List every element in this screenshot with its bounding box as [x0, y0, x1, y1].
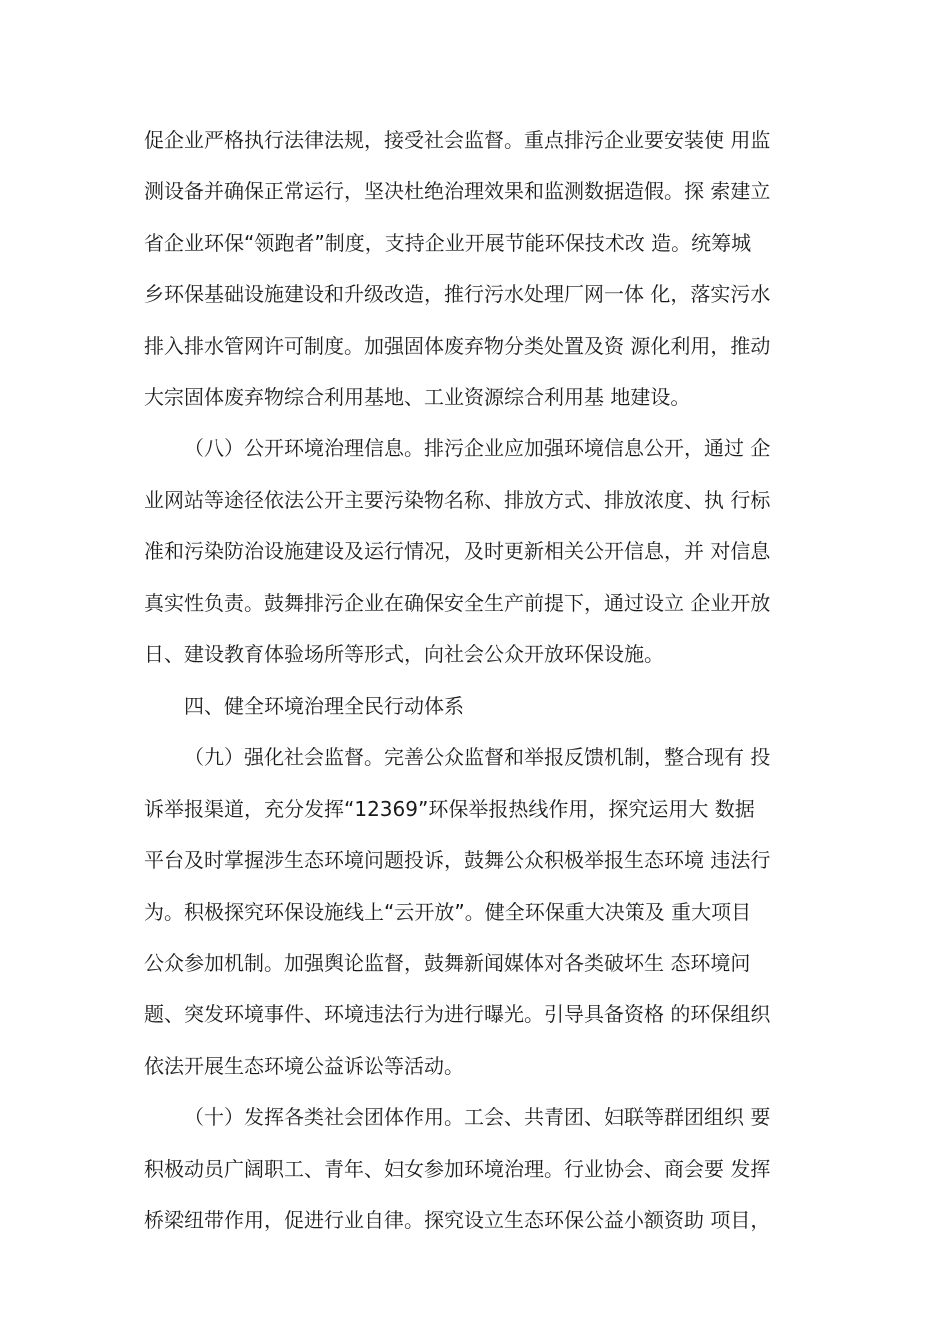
- text-line: 题、突发环境事件、环境违法行为进行曝光。引导具备资格 的环保组织: [144, 1002, 771, 1026]
- text-line: 省企业环保“领跑者”制度，支持企业开展节能环保技术改 造。统筹城: [144, 231, 752, 255]
- text-line: 测设备并确保正常运行，坚决杜绝治理效果和监测数据造假。探 索建立: [144, 179, 771, 203]
- text-line: 桥梁纽带作用，促进行业自律。探究设立生态环保公益小额资助 项目，: [144, 1208, 771, 1232]
- text-line: 乡环保基础设施建设和升级改造，推行污水处理厂网一体 化，落实污水: [144, 282, 771, 306]
- text-line: 大宗固体废弃物综合利用基地、工业资源综合利用基 地建设。: [144, 385, 691, 409]
- text-line: 积极动员广阔职工、青年、妇女参加环境治理。行业协会、商会要 发挥: [144, 1157, 771, 1181]
- text-line: 真实性负责。鼓舞排污企业在确保安全生产前提下，通过设立 企业开放: [144, 591, 771, 615]
- text-line: 平台及时掌握涉生态环境问题投诉，鼓舞公众积极举报生态环境 违法行: [144, 848, 771, 872]
- text-line: 诉举报渠道，充分发挥“12369”环保举报热线作用，探究运用大 数据: [144, 797, 755, 821]
- text-line: 为。积极探究环保设施线上“云开放”。健全环保重大决策及 重大项目: [144, 900, 752, 924]
- section-heading: 四、健全环境治理全民行动体系: [184, 694, 464, 718]
- text-line: 日、建设教育体验场所等形式，向社会公众开放环保设施。: [144, 642, 664, 666]
- paragraph-start-line: （九）强化社会监督。完善公众监督和举报反馈机制，整合现有 投: [184, 745, 771, 769]
- paragraph-start-line: （八）公开环境治理信息。排污企业应加强环境信息公开，通过 企: [184, 436, 771, 460]
- text-line: 排入排水管网许可制度。加强固体废弃物分类处置及资 源化利用，推动: [144, 334, 771, 358]
- text-line: 准和污染防治设施建设及运行情况，及时更新相关公开信息，并 对信息: [144, 539, 771, 563]
- text-line: 促企业严格执行法律法规，接受社会监督。重点排污企业要安装使 用监: [144, 128, 771, 152]
- text-line: 业网站等途径依法公开主要污染物名称、排放方式、排放浓度、执 行标: [144, 488, 771, 512]
- text-line: 依法开展生态环境公益诉讼等活动。: [144, 1054, 464, 1078]
- text-line: 公众参加机制。加强舆论监督，鼓舞新闻媒体对各类破坏生 态环境问: [144, 951, 751, 975]
- paragraph-start-line: （十）发挥各类社会团体作用。工会、共青团、妇联等群团组织 要: [184, 1105, 771, 1129]
